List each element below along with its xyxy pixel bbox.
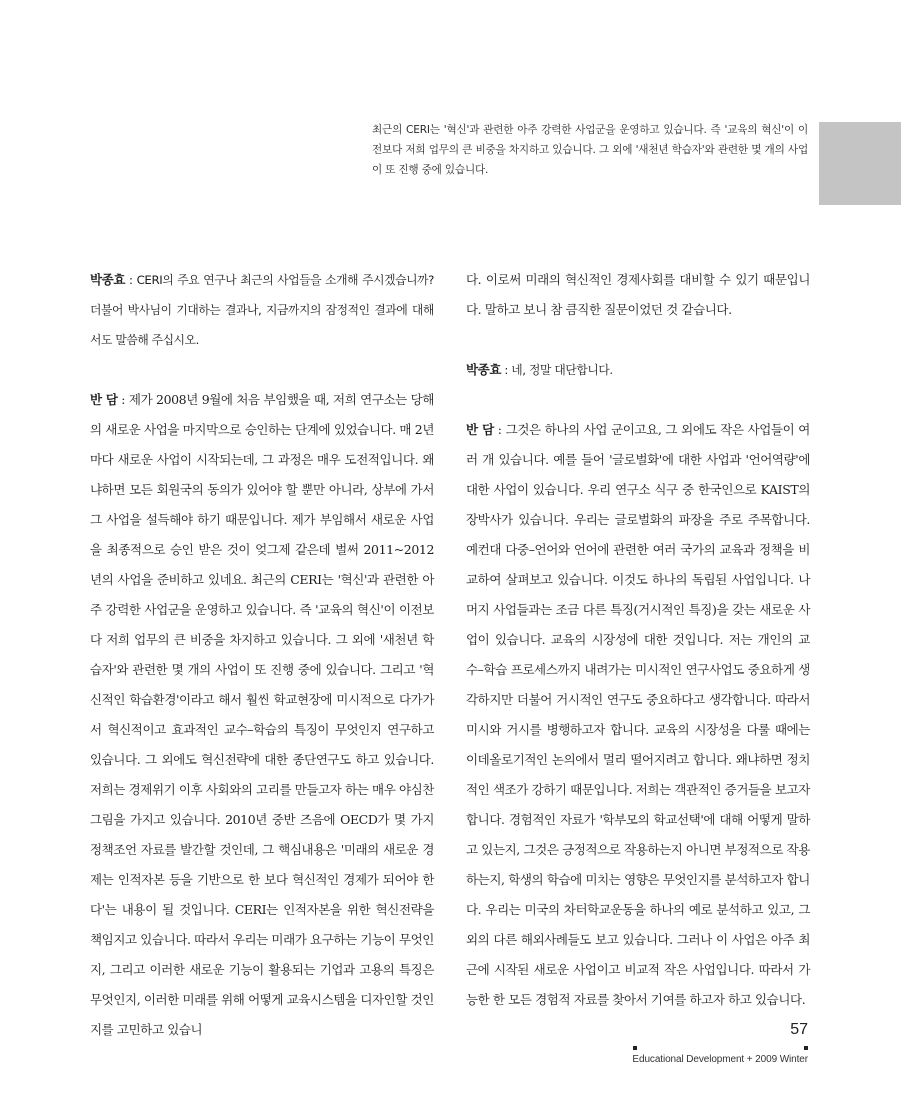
answer-continuation: 다. 이로써 미래의 혁신적인 경제사회를 대비할 수 있기 때문입니다. 말하고 보니 참 큼직한 질문이었던 것 같습니다. [466, 272, 810, 317]
pull-quote: 최근의 CERI는 '혁신'과 관련한 아주 강력한 사업군을 운영하고 있습니다. 즉 '교육의 혁신'이 이전보다 저희 업무의 큰 비중을 차지하고 있습니다. 그 외에 '새천년 학습자'와 관련한 몇 개의 사업이 또 진행 중에 있습니다. [372, 124, 808, 176]
footer-square-mark [633, 1046, 637, 1050]
speaker-name: 반 담 [466, 422, 494, 437]
right-column [466, 265, 810, 1015]
publication-footer: Educational Development + 2009 Winter [632, 1054, 808, 1065]
speaker-name: 박종효 [90, 272, 126, 287]
answer-paragraph [466, 415, 810, 1015]
speaker-name: 박종효 [466, 362, 502, 377]
left-column [90, 265, 434, 1045]
question-paragraph [90, 265, 434, 355]
page-number: 57 [790, 1021, 808, 1038]
response-paragraph [466, 355, 810, 385]
question-text: : CERI의 주요 연구나 최근의 사업들을 소개해 주시겠습니까? 더불어 박사님이 기대하는 결과나, 지금까지의 잠정적인 결과에 대해서도 말씀해 주십시오. [90, 273, 434, 347]
footer-square-mark [804, 1046, 808, 1050]
side-tab-marker [819, 122, 901, 205]
answer-text: : 그것은 하나의 사업 군이고요, 그 외에도 작은 사업들이 여러 개 있습니다. 예를 들어 '글로벌화'에 대한 사업과 '언어역량'에 대한 사업이 있습니다. 우리 연구소 식구 중 한국인으로 KAIST의 장박사가 있습니다. 우리는 글로벌화의 파장을 주로 주목합니다. 예컨대 다중–언어와 언어에 관련한 여러 국가의 교육과 정책을 비교하여 살펴보고 있습니다. 이것도 하나의 독립된 사업입니다. 나머지 사업들과는 조금 다른 특징(거시적인 특징)을 갖는 새로운 사업이 있습니다. 교육의 시장성에 대한 것입니다. 저는 개인의 교수–학습 프로세스까지 내려가는 미시적인 연구사업도 중요하게 생각하지만 더불어 거시적인 연구도 중요하다고 생각합니다. 따라서 미시와 거시를 병행하고자 합니다. 교육의 시장성을 다룰 때에는 이데올로기적인 논의에서 멀리 떨어지려고 합니다. 왜냐하면 정치적인 색조가 강하기 때문입니다. 저희는 객관적인 증거들을 보고자 합니다. 경험적인 자료가 '학부모의 학교선택'에 대해 어떻게 말하고 있는지, 그것은 긍정적으로 작용하는지 아니면 부정적으로 작용하는지, 학생의 학습에 미치는 영향은 무엇인지를 분석하고자 합니다. 우리는 미국의 차터학교운동을 하나의 예로 분석하고 있고, 그 외의 다른 해외사례들도 보고 있습니다. 그러나 이 사업은 아주 최근에 시작된 새로운 사업이고 비교적 작은 사업입니다. 따라서 가능한 한 모든 경험적 자료를 찾아서 기여를 하고자 하고 있습니다. [466, 422, 810, 1007]
speaker-name: 반 담 [90, 392, 118, 407]
answer-text: : 제가 2008년 9월에 처음 부임했을 때, 저희 연구소는 당해의 새로운 사업을 마지막으로 승인하는 단계에 있었습니다. 매 2년마다 새로운 사업이 시작되는데, 그 과정은 매우 도전적입니다. 왜냐하면 모든 회원국의 동의가 있어야 할 뿐만 아니라, 상부에 가서 그 사업을 설득해야 하기 때문입니다. 제가 부임해서 새로운 사업을 최종적으로 승인 받은 것이 엊그제 같은데 벌써 2011~2012년의 사업을 준비하고 있네요. 최근의 CERI는 '혁신'과 관련한 아주 강력한 사업군을 운영하고 있습니다. 즉 '교육의 혁신'이 이전보다 저희 업무의 큰 비중을 차지하고 있습니다. 그 외에 '새천년 학습자'와 관련한 몇 개의 사업이 또 진행 중에 있습니다. 그리고 '혁신적인 학습환경'이라고 해서 훨씬 학교현장에 미시적으로 다가가서 혁신적이고 효과적인 교수–학습의 특징이 무엇인지 연구하고 있습니다. 그 외에도 혁신전략에 대한 종단연구도 하고 있습니다. 저희는 경제위기 이후 사회와의 고리를 만들고자 하는 매우 야심찬 그림을 가지고 있습니다. 2010년 중반 즈음에 OECD가 몇 가지 정책조언 자료를 발간할 것인데, 그 핵심내용은 '미래의 새로운 경제는 인적자본 등을 기반으로 한 보다 혁신적인 경제가 되어야 한다'는 내용이 될 것입니다. CERI는 인적자본을 위한 혁신전략을 책임지고 있습니다. 따라서 우리는 미래가 요구하는 기능이 무엇인지, 그리고 이러한 새로운 기능이 활용되는 기업과 고용의 특징은 무엇인지, 이러한 미래를 위해 어떻게 교육시스템을 디자인할 것인지를 고민하고 있습니 [90, 392, 434, 1037]
answer-paragraph [90, 385, 434, 1045]
response-text: : 네, 정말 대단합니다. [501, 363, 613, 377]
